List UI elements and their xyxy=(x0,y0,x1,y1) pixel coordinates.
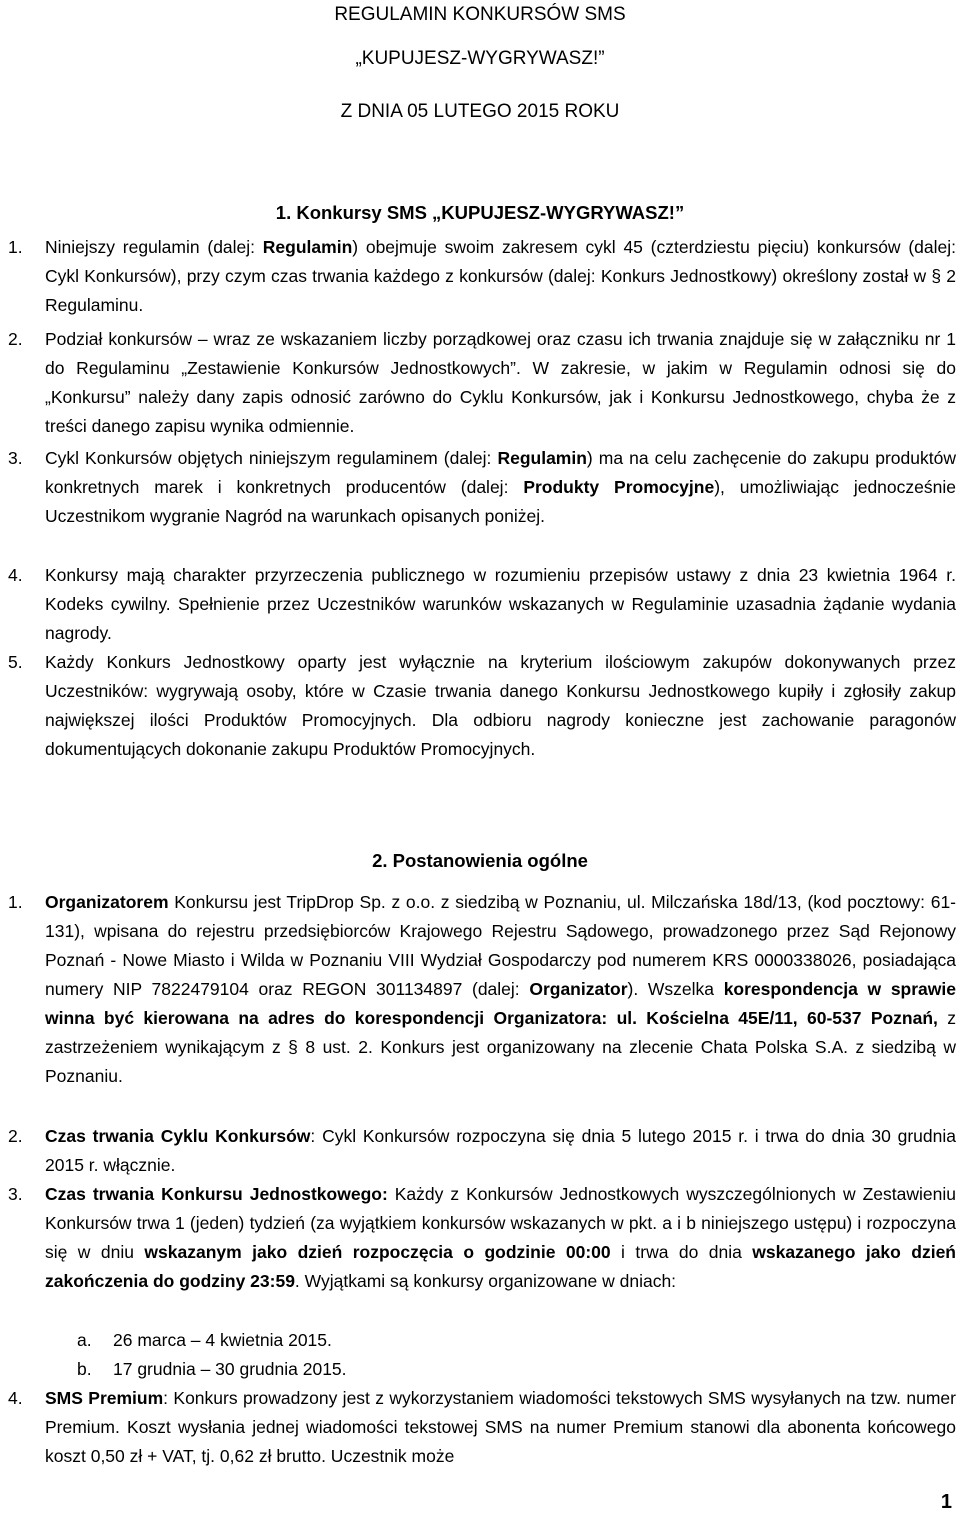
item-number: 5. xyxy=(8,652,23,672)
s1-item-4 xyxy=(8,561,956,648)
s2-item-3 xyxy=(8,1180,956,1296)
exception-number: a. xyxy=(77,1330,92,1350)
item-number: 4. xyxy=(8,1388,23,1408)
section-2-heading: 2. Postanowienia ogólne xyxy=(372,850,588,871)
title-line-3: Z DNIA 05 LUTEGO 2015 ROKU xyxy=(340,101,620,122)
exception-number: b. xyxy=(77,1359,92,1379)
page-number: 1 xyxy=(940,1491,952,1513)
exception-text: 17 grudnia – 30 grudnia 2015. xyxy=(113,1359,347,1379)
item-text: Cykl Konkursów objętych niniejszym regulaminem (dalej: Regulamin) ma na celu zachęcenie do zakupu produktów konkretnych marek i konkretnych producentów (dalej: Produkty Promocyjne), umożliwiając jednocześnie Uczestnikom wygranie Nagród na warunkach opisanych poniżej. xyxy=(45,448,956,526)
item-text: Niniejszy regulamin (dalej: Regulamin) obejmuje swoim zakresem cykl 45 (czterdziestu pięciu) konkursów (dalej: Cykl Konkursów), przy czym czas trwania każdego z konkursów (dalej: Konkurs Jednostkowy) określony został w § 2 Regulaminu. xyxy=(45,237,956,315)
item-number: 2. xyxy=(8,329,23,349)
item-text: Organizatorem Konkursu jest TripDrop Sp. z o.o. z siedzibą w Poznaniu, ul. Milczańska 18d/13, (kod pocztowy: 61-131), wpisana do rejestru przedsiębiorców Krajowego Rejestru Sądowego, prowadzonego przez Sąd Rejonowy Poznań - Nowe Miasto i Wilda w Poznaniu VIII Wydział Gospodarczy pod numerem KRS 0000338026, posiadająca numery NIP 7822479104 oraz REGON 301134897 (dalej: Organizator). Wszelka korespondencja w sprawie winna być kierowana na adres do korespondencji Organizatora: ul. Kościelna 45E/11, 60-537 Poznań, z zastrzeżeniem wynikającym z § 8 ust. 2. Konkurs jest organizowany na zlecenie Chata Polska S.A. z siedzibą w Poznaniu. xyxy=(45,892,956,1086)
item-number: 2. xyxy=(8,1126,23,1146)
s2-item-3-exception-a xyxy=(77,1326,477,1355)
s1-item-1 xyxy=(8,233,956,320)
s2-item-1 xyxy=(8,888,956,1091)
item-number: 4. xyxy=(8,565,23,585)
item-text: SMS Premium: Konkurs prowadzony jest z wykorzystaniem wiadomości tekstowych SMS wysyłanych na tzw. numer Premium. Koszt wysłania jednej wiadomości tekstowej SMS na numer Premium stanowi dla abonenta końcowego koszt 0,50 zł + VAT, tj. 0,62 zł brutto. Uczestnik może xyxy=(45,1388,956,1466)
item-number: 1. xyxy=(8,892,23,912)
item-text: Podział konkursów – wraz ze wskazaniem liczby porządkowej oraz czasu ich trwania znajduje się w załączniku nr 1 do Regulaminu „Zestawienie Konkursów Jednostkowych”. W zakresie, w jakim w Regulamin odnosi się do „Konkursu” należy dany zapis odnosić zarówno do Cyklu Konkursów, jak i Konkursu Jednostkowego, chyba że z treści danego zapisu wynika odmiennie. xyxy=(45,329,956,436)
exception-text: 26 marca – 4 kwietnia 2015. xyxy=(113,1330,332,1350)
title-line-1: REGULAMIN KONKURSÓW SMS xyxy=(334,4,626,25)
s2-item-4 xyxy=(8,1384,956,1471)
item-text: Czas trwania Cyklu Konkursów: Cykl Konkursów rozpoczyna się dnia 5 lutego 2015 r. i trwa do dnia 30 grudnia 2015 r. włącznie. xyxy=(45,1126,956,1175)
item-number: 3. xyxy=(8,1184,23,1204)
s2-item-3-exception-b xyxy=(77,1355,477,1384)
item-number: 3. xyxy=(8,448,23,468)
section-1-heading: 1. Konkursy SMS „KUPUJESZ-WYGRYWASZ!” xyxy=(275,202,685,223)
item-number: 1. xyxy=(8,237,23,257)
s1-item-5 xyxy=(8,648,956,764)
item-text: Konkursy mają charakter przyrzeczenia publicznego w rozumieniu przepisów ustawy z dnia 23 kwietnia 1964 r. Kodeks cywilny. Spełnienie przez Uczestników warunków wskazanych w Regulaminie uzasadnia żądanie wydania nagrody. xyxy=(45,565,956,643)
s1-item-3 xyxy=(8,444,956,531)
item-text: Czas trwania Konkursu Jednostkowego: Każdy z Konkursów Jednostkowych wyszczególnionych w Zestawieniu Konkursów trwa 1 (jeden) tydzień (za wyjątkiem konkursów wskazanych w pkt. a i b niniejszego ustępu) i rozpoczyna się w dniu wskazanym jako dzień rozpoczęcia o godzinie 00:00 i trwa do dnia wskazanego jako dzień zakończenia do godziny 23:59. Wyjątkami są konkursy organizowane w dniach: xyxy=(45,1184,957,1291)
item-text: Każdy Konkurs Jednostkowy oparty jest wyłącznie na kryterium ilościowym zakupów dokonywanych przez Uczestników: wygrywają osoby, które w Czasie trwania danego Konkursu Jednostkowego kupiły i zgłosiły zakup największej ilości Produktów Promocyjnych. Dla odbioru nagrody konieczne jest zachowanie paragonów dokumentujących dokonanie zakupu Produktów Promocyjnych. xyxy=(45,652,956,759)
title-line-2: „KUPUJESZ-WYGRYWASZ!” xyxy=(355,48,605,69)
s2-item-2 xyxy=(8,1122,956,1180)
s1-item-2 xyxy=(8,325,956,441)
